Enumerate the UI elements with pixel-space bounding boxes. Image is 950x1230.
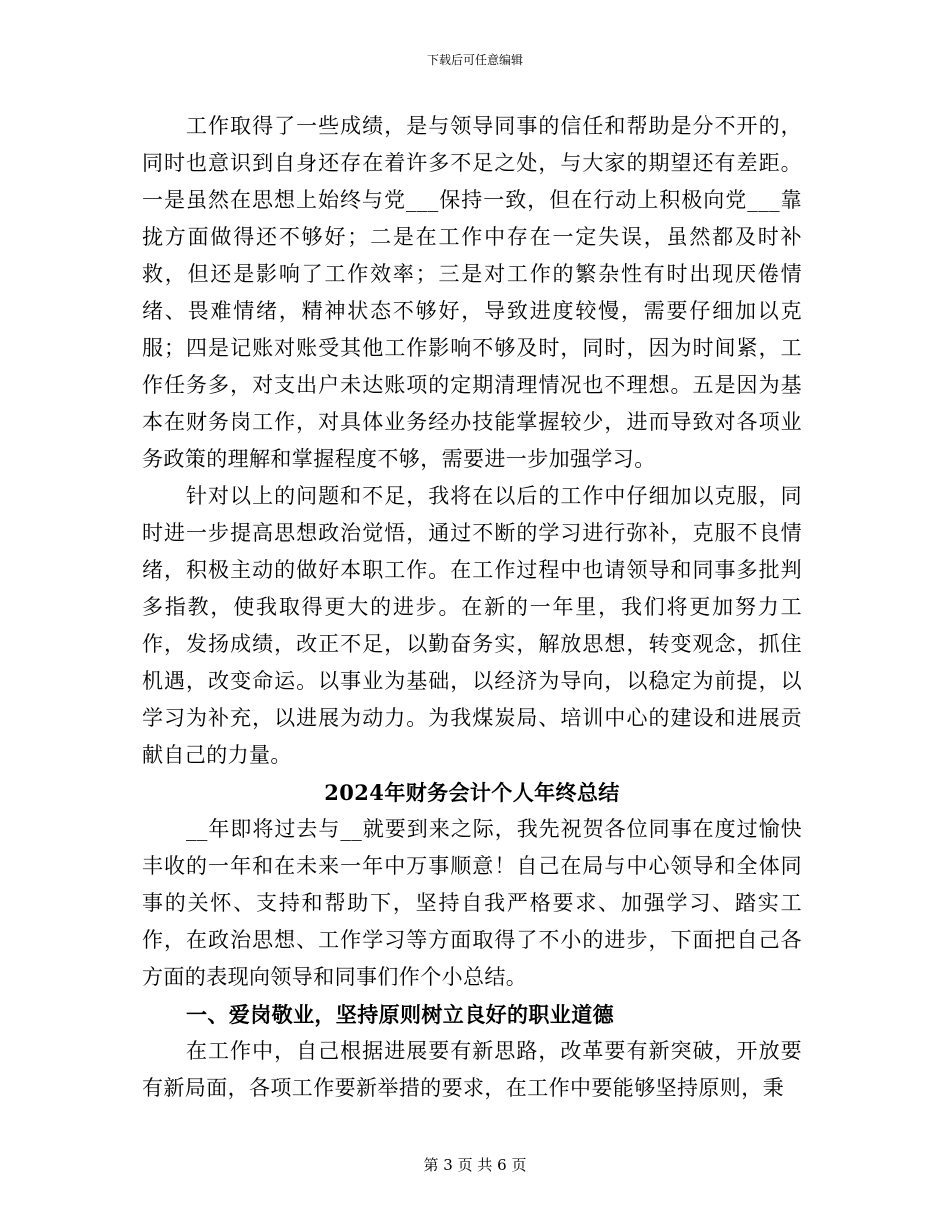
document-title: 2024年财务会计个人年终总结 <box>324 780 620 805</box>
paragraph: __年即将过去与__就要到来之际，我先祝贺各位同事在度过愉快丰收的一年和在未来一年中万事顺意！自己在局与中心领导和全体同事的关怀、支持和帮助下，坚持自我严格要求、加强学习、踏实工作，在政治思想、工作学习等方面取得了不小的进步，下面把自己各方面的表现向领导和同事们作个小总结。 <box>142 817 802 989</box>
paragraph: 工作取得了一些成绩，是与领导同事的信任和帮助是分不开的，同时也意识到自身还存在着许多不足之处，与大家的期望还有差距。一是虽然在思想上始终与党___保持一致，但在行动上积极向党___靠拢方面做得还不够好；二是在工作中存在一定失误，虽然都及时补救，但还是影响了工作效率；三是对工作的繁杂性有时出现厌倦情绪、畏难情绪，精神状态不够好，导致进度较慢，需要仔细加以克服；四是记账对账受其他工作影响不够及时，同时，因为时间紧，工作任务多，对支出户未达账项的定期清理情况也不理想。五是因为基本在财务岗工作，对具体业务经办技能掌握较少，进而导致对各项业务政策的理解和掌握程度不够，需要进一步加强学习。 <box>142 114 802 471</box>
header-note: 下载后可任意编辑 <box>426 53 523 67</box>
page-footer <box>0 1155 950 1175</box>
paragraph: 在工作中，自己根据进展要有新思路，改革要有新突破，开放要有新局面，各项工作要新举措的要求，在工作中要能够坚持原则，秉 <box>142 1039 802 1100</box>
page-number: 第 3 页 共 6 页 <box>423 1156 527 1174</box>
section-heading: 一、爱岗敬业，坚持原则树立良好的职业道德 <box>186 1002 614 1027</box>
paragraph: 针对以上的问题和不足，我将在以后的工作中仔细加以克服，同时进一步提高思想政治觉悟，通过不断的学习进行弥补，克服不良情绪，积极主动的做好本职工作。在工作过程中也请领导和同事多批判多指教，使我取得更大的进步。在新的一年里，我们将更加努力工作，发扬成绩，改正不足，以勤奋务实，解放思想，转变观念，抓住机遇，改变命运。以事业为基础，以经济为导向，以稳定为前提，以学习为补充，以进展为动力。为我煤炭局、培训中心的建设和进展贡献自己的力量。 <box>142 484 802 767</box>
document-body <box>142 108 802 1107</box>
page-header <box>0 52 950 68</box>
